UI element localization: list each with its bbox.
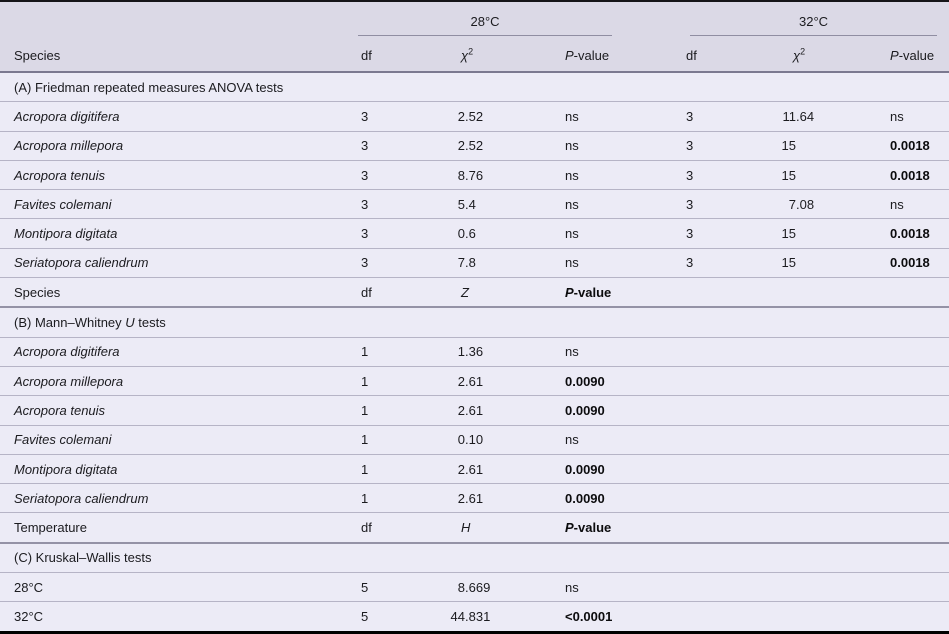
data-row <box>0 219 949 248</box>
species-cell: Acropora tenuis <box>0 160 348 189</box>
df-32-cell <box>655 454 740 483</box>
chi2-32-cell <box>740 454 845 483</box>
species-cell: 28°C <box>0 573 348 602</box>
df-28-cell: 3 <box>348 160 430 189</box>
table-header <box>0 2 949 72</box>
pvalue-28-cell: 0.0090 <box>545 366 655 395</box>
df-32-cell <box>655 396 740 425</box>
df-28-cell: df <box>348 278 430 308</box>
df-28-cell: 1 <box>348 396 430 425</box>
df-28-cell: df <box>348 513 430 543</box>
group-28c <box>348 2 655 39</box>
chi2-28-cell: 2.61 <box>430 484 545 513</box>
df-28-cell: 1 <box>348 454 430 483</box>
pvalue-32-cell: ns <box>845 102 949 131</box>
temperature-group-row <box>0 2 949 39</box>
species-cell: Acropora digitifera <box>0 337 348 366</box>
pvalue-28-cell: 0.0090 <box>545 396 655 425</box>
df-28-cell: 3 <box>348 131 430 160</box>
section-label: (C) Kruskal–Wallis tests <box>0 543 949 573</box>
chi2-32-cell <box>740 602 845 631</box>
data-row <box>0 396 949 425</box>
pvalue-28-cell: ns <box>545 102 655 131</box>
section-header-row <box>0 543 949 573</box>
chi2-32-column-header: $\chi^2$ <box>740 39 845 72</box>
species-cell: Favites colemani <box>0 425 348 454</box>
pvalue-28-cell: 0.0090 <box>545 484 655 513</box>
species-cell: Favites colemani <box>0 190 348 219</box>
df-32-cell <box>655 425 740 454</box>
df-32-cell: 3 <box>655 131 740 160</box>
pvalue-28-cell: 0.0090 <box>545 454 655 483</box>
data-row <box>0 454 949 483</box>
df-28-cell: 5 <box>348 573 430 602</box>
section-label: (A) Friedman repeated measures ANOVA tests <box>0 72 949 102</box>
subheader-row <box>0 278 949 308</box>
df-28-cell: 3 <box>348 248 430 277</box>
df-28-cell: 3 <box>348 219 430 248</box>
df-32-cell: 3 <box>655 219 740 248</box>
pvalue-32-cell: 0.0018 <box>845 248 949 277</box>
table-body <box>0 72 949 631</box>
chi2-32-cell <box>740 573 845 602</box>
pvalue-28-cell: P-value <box>545 513 655 543</box>
chi2-28-cell: 0.6 <box>430 219 545 248</box>
species-cell: Acropora millepora <box>0 366 348 395</box>
df-32-cell <box>655 602 740 631</box>
df-28-cell: 1 <box>348 366 430 395</box>
df-32-cell: 3 <box>655 248 740 277</box>
pvalue-32-cell <box>845 337 949 366</box>
chi2-28-cell: 2.61 <box>430 454 545 483</box>
species-cell: Acropora digitifera <box>0 102 348 131</box>
chi2-32-cell: 11.64 <box>740 102 845 131</box>
chi2-28-cell: 8.76 <box>430 160 545 189</box>
pvalue-28-column-header: P-value <box>545 39 655 72</box>
statistics-table <box>0 2 949 631</box>
subheader-row <box>0 513 949 543</box>
chi2-28-cell: 44.831 <box>450 608 491 624</box>
df-28-cell: 1 <box>348 484 430 513</box>
df-28-cell: 1 <box>348 425 430 454</box>
df-32-cell: 3 <box>655 160 740 189</box>
data-row <box>0 366 949 395</box>
df-28-cell: 5 <box>361 608 369 624</box>
pvalue-32-cell <box>845 513 949 543</box>
species-cell: Species <box>0 278 348 308</box>
chi2-28-cell: 0.10 <box>430 425 545 454</box>
df-32-cell: 3 <box>655 190 740 219</box>
data-row <box>0 160 949 189</box>
chi2-28-cell: 2.52 <box>430 131 545 160</box>
species-cell: 32°C <box>14 608 44 624</box>
df-28-cell: 3 <box>348 102 430 131</box>
chi2-28-cell: H <box>430 513 545 543</box>
data-row <box>0 102 949 131</box>
pvalue-32-cell <box>845 425 949 454</box>
chi2-28-cell: 8.669 <box>430 573 545 602</box>
data-row <box>0 602 949 631</box>
chi2-32-cell <box>740 396 845 425</box>
species-cell: Montipora digitata <box>0 454 348 483</box>
pvalue-28-cell: <0.0001 <box>565 608 613 624</box>
pvalue-32-cell <box>845 454 949 483</box>
data-row <box>0 131 949 160</box>
group-32c-label: 32°C <box>690 14 937 36</box>
pvalue-28-cell: ns <box>545 337 655 366</box>
data-row <box>0 337 949 366</box>
chi2-32-cell <box>740 278 845 308</box>
chi2-32-cell <box>740 366 845 395</box>
group-row-spacer <box>0 2 348 39</box>
group-28c-label: 28°C <box>358 14 612 36</box>
pvalue-32-cell: 0.0018 <box>845 160 949 189</box>
section-label: (B) Mann–Whitney U tests <box>0 307 949 337</box>
df-32-cell <box>655 484 740 513</box>
pvalue-32-cell <box>845 366 949 395</box>
pvalue-28-cell: ns <box>545 573 655 602</box>
chi2-28-cell: 2.52 <box>430 102 545 131</box>
section-header-row <box>0 307 949 337</box>
pvalue-28-cell: ns <box>545 131 655 160</box>
data-row <box>0 425 949 454</box>
pvalue-28-cell: P-value <box>545 278 655 308</box>
species-cell: Seriatopora caliendrum <box>0 248 348 277</box>
pvalue-32-cell <box>845 278 949 308</box>
df-32-cell <box>655 366 740 395</box>
chi2-32-cell: 15 <box>740 131 845 160</box>
df-32-cell <box>655 513 740 543</box>
species-cell: Acropora tenuis <box>0 396 348 425</box>
pvalue-32-cell <box>845 396 949 425</box>
chi2-28-cell: 5.4 <box>430 190 545 219</box>
pvalue-28-cell: ns <box>545 190 655 219</box>
chi2-28-cell: 1.36 <box>430 337 545 366</box>
pvalue-32-cell: 0.0018 <box>845 219 949 248</box>
pvalue-32-cell <box>845 602 949 631</box>
chi2-32-cell: 15 <box>740 248 845 277</box>
data-row <box>0 248 949 277</box>
species-cell: Temperature <box>0 513 348 543</box>
df-32-column-header: df <box>655 39 740 72</box>
pvalue-28-cell: ns <box>545 160 655 189</box>
df-32-cell <box>655 337 740 366</box>
species-column-header: Species <box>0 39 348 72</box>
pvalue-28-cell: ns <box>545 425 655 454</box>
group-32c <box>655 2 949 39</box>
data-row <box>0 484 949 513</box>
df-28-cell: 3 <box>348 190 430 219</box>
species-cell: Acropora millepora <box>0 131 348 160</box>
chi2-32-cell <box>740 513 845 543</box>
column-header-row <box>0 39 949 72</box>
df-28-column-header: df <box>348 39 430 72</box>
species-cell: Montipora digitata <box>0 219 348 248</box>
chi2-32-cell: 15 <box>740 219 845 248</box>
data-row <box>0 573 949 602</box>
df-32-cell <box>655 573 740 602</box>
chi2-28-cell: 7.8 <box>430 248 545 277</box>
pvalue-32-cell: ns <box>845 190 949 219</box>
pvalue-28-cell: ns <box>545 248 655 277</box>
chi2-28-column-header: $\chi^2$ <box>430 39 545 72</box>
chi2-32-cell: 15 <box>740 160 845 189</box>
pvalue-32-cell: 0.0018 <box>845 131 949 160</box>
chi2-32-cell <box>740 425 845 454</box>
chi2-28-cell: Z <box>430 278 545 308</box>
pvalue-32-cell <box>845 573 949 602</box>
chi2-28-cell: 2.61 <box>430 396 545 425</box>
pvalue-32-column-header: P-value <box>845 39 949 72</box>
pvalue-32-cell <box>845 484 949 513</box>
chi2-28-cell: 2.61 <box>430 366 545 395</box>
df-28-cell: 1 <box>348 337 430 366</box>
chi2-32-cell: 7.08 <box>740 190 845 219</box>
data-row <box>0 190 949 219</box>
chi2-32-cell <box>740 484 845 513</box>
df-32-cell: 3 <box>655 102 740 131</box>
chi2-32-cell <box>740 337 845 366</box>
df-32-cell <box>655 278 740 308</box>
pvalue-28-cell: ns <box>545 219 655 248</box>
section-header-row <box>0 72 949 102</box>
species-cell: Seriatopora caliendrum <box>0 484 348 513</box>
